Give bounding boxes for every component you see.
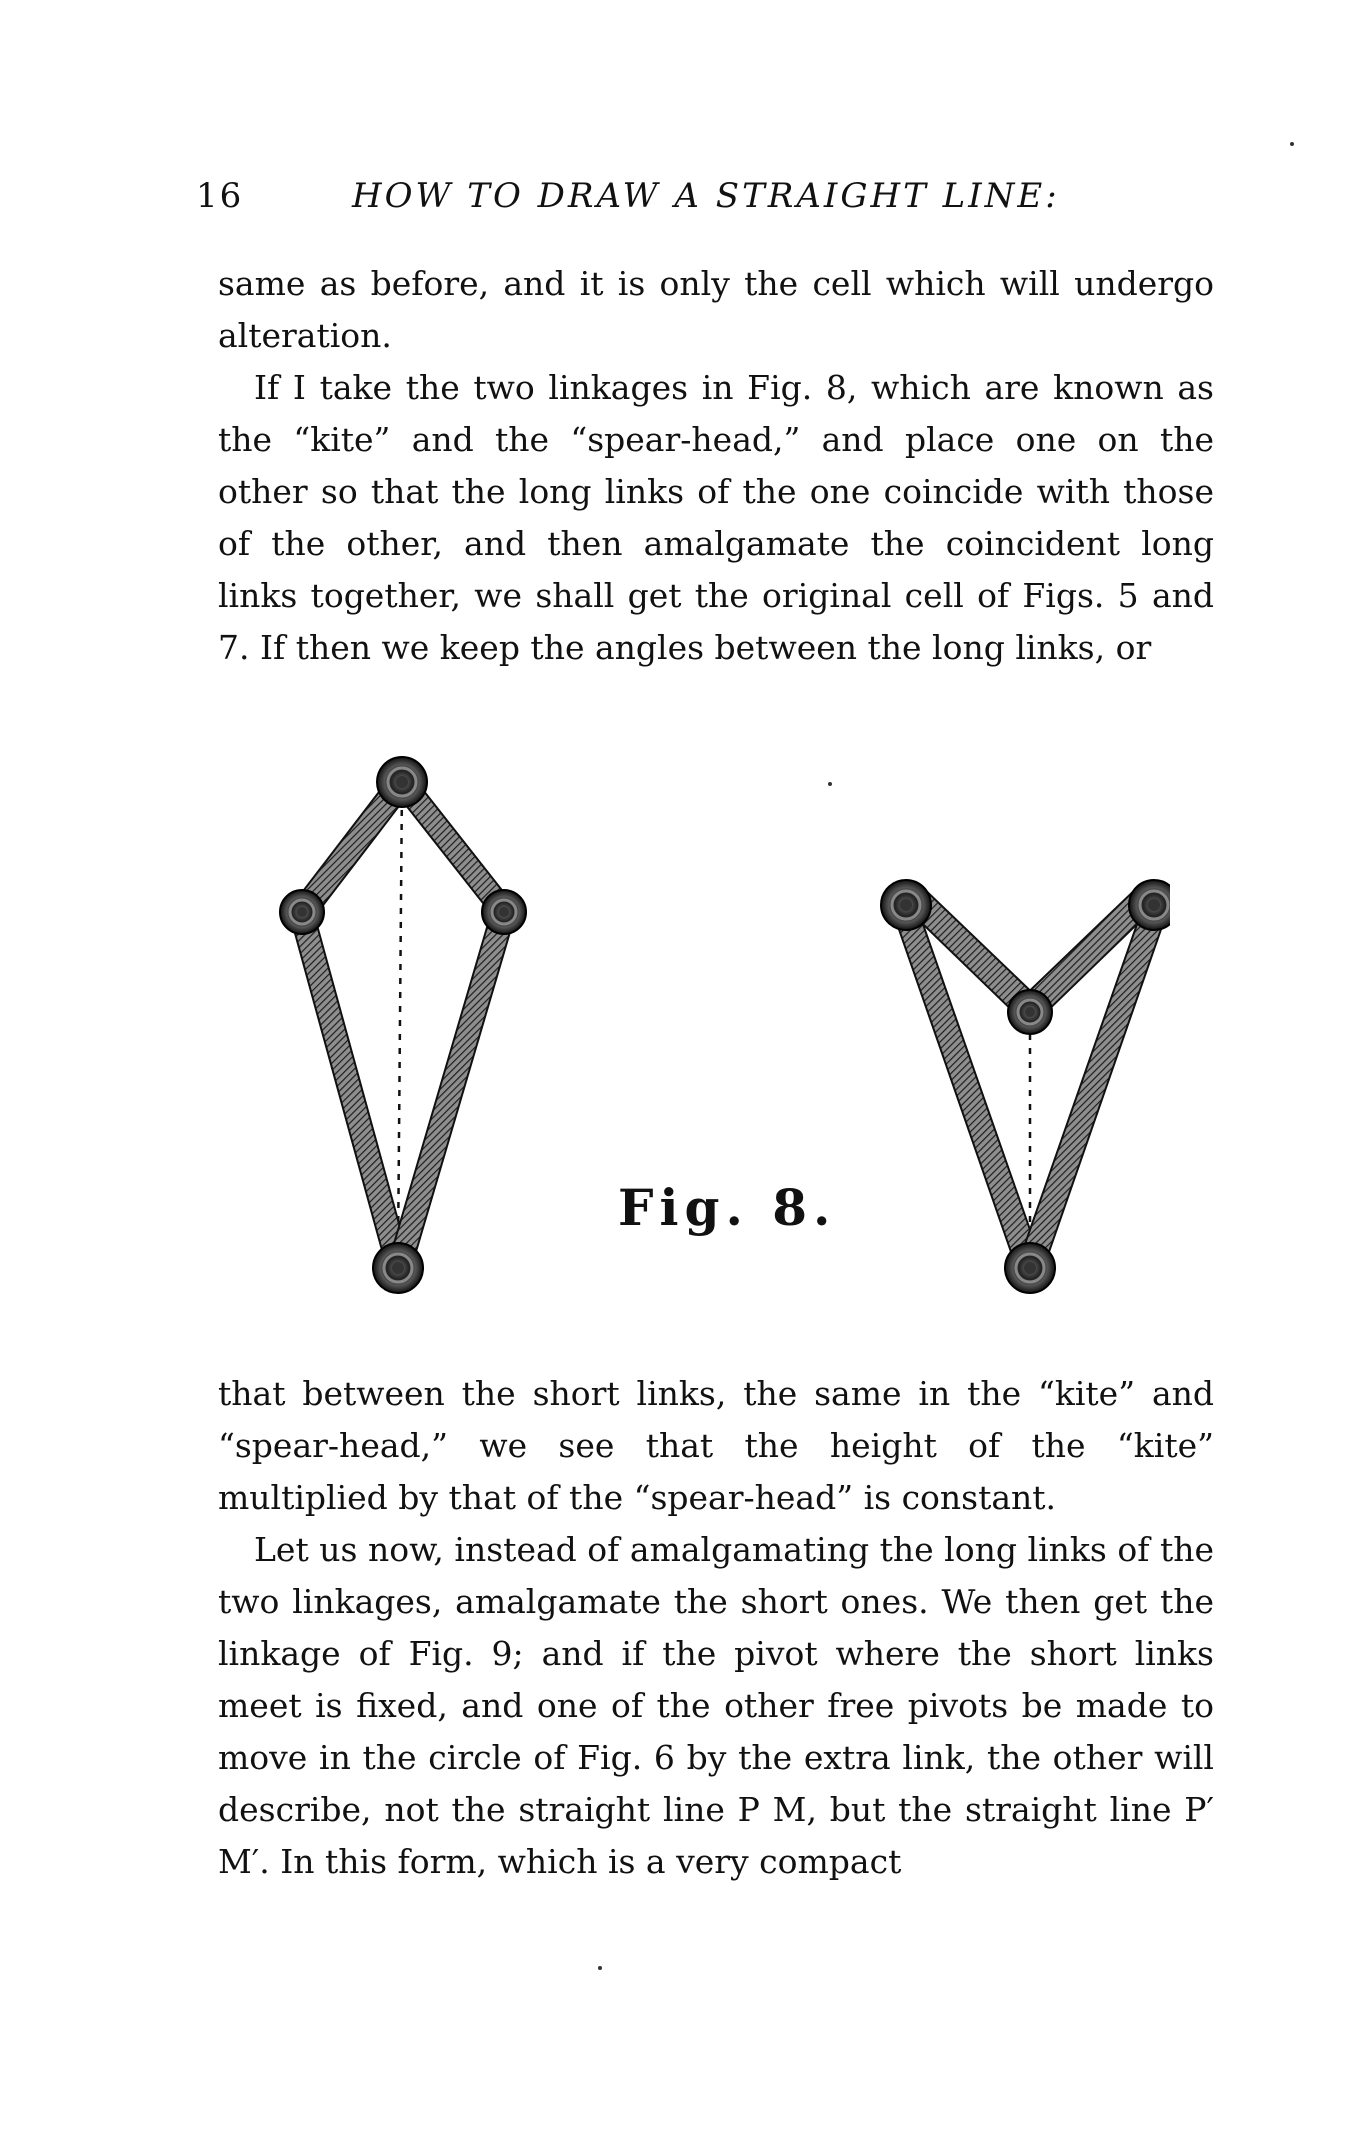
- paragraph-constant-product: that between the short links, the same in the “kite” and “spear-head,” we see that the height of the “kite” multiplied by that of the “spear-head” is constant.: [218, 1374, 1214, 1517]
- kite-long-link-right: [388, 907, 515, 1272]
- print-speck: [828, 782, 832, 786]
- bottom-text-block: [218, 1368, 1214, 1888]
- figure-label: Fig. 8.: [618, 1178, 837, 1237]
- top-text-block: [218, 258, 1214, 674]
- pivot-icon: [373, 1243, 423, 1293]
- kite-axis-dotted: [398, 782, 402, 1255]
- page-number: 16: [196, 176, 244, 216]
- spear-head-linkage: [881, 880, 1170, 1293]
- kite-linkage: [280, 757, 526, 1293]
- print-speck: [1290, 142, 1294, 146]
- pivot-icon: [280, 890, 324, 934]
- pivot-icon: [482, 890, 526, 934]
- pivot-icon: [1005, 1243, 1055, 1293]
- pivot-icon: [377, 757, 427, 807]
- paragraph-short-links: Let us now, instead of amalgamating the long links of the two linkages, amalgamate the short ones. We then get the linkage of Fig. 9; and if the pivot where the short links meet is fixed, and one of the other free pivots be made to move in the circle of Fig. 6 by the extra link, the other will describe, not the straight line P M, but the straight line P′ M′. In this form, which is a very compact: [218, 1530, 1214, 1881]
- running-title: HOW TO DRAW A STRAIGHT LINE:: [352, 176, 1060, 216]
- pivot-icon: [1129, 880, 1170, 930]
- pivot-icon: [1008, 990, 1052, 1034]
- kite-long-link-left: [290, 907, 410, 1272]
- print-speck: [598, 1966, 602, 1970]
- pivot-icon: [881, 880, 931, 930]
- paragraph-continuation: same as before, and it is only the cell which will undergo alteration.: [218, 264, 1214, 355]
- paragraph-kite-spearhead: If I take the two linkages in Fig. 8, which are known as the “kite” and the “spear-head,” and place one on the other so that the long links of the one coincide with those of the other, and then amalgamate the coincident long links together, we shall get the original cell of Figs. 5 and 7. If then we keep the angles between the long links, or: [218, 368, 1214, 667]
- kite-links: [290, 775, 515, 1272]
